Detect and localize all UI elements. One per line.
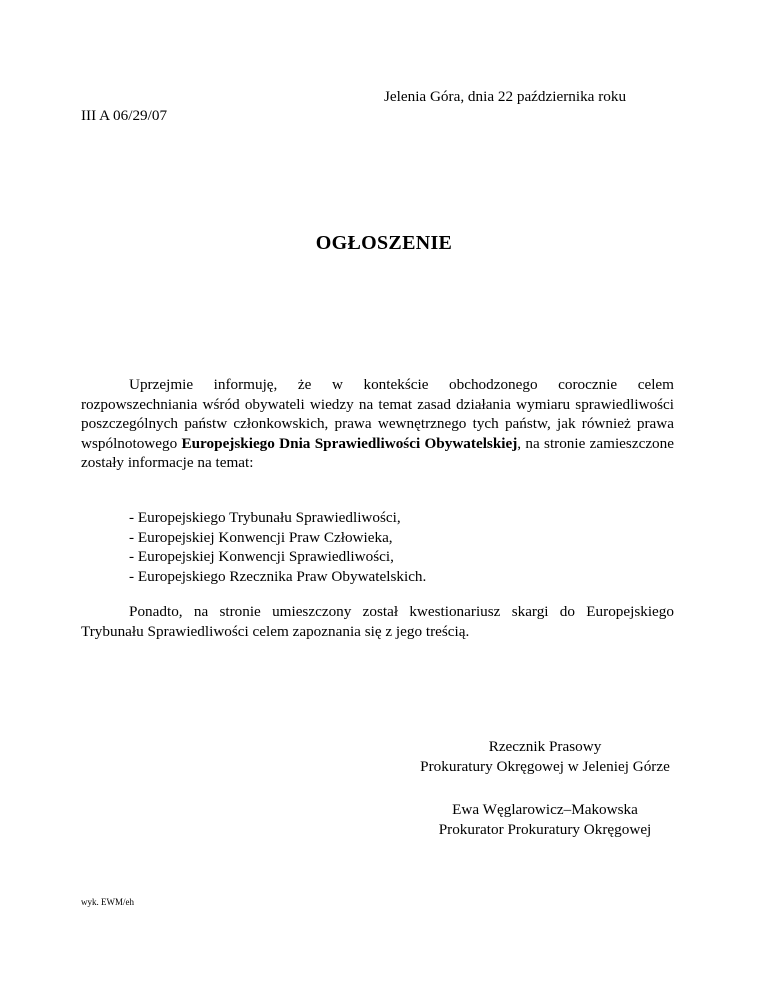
list-item: - Europejskiej Konwencji Sprawiedliwości, [129,548,394,565]
signature-role-block [380,737,710,776]
closing-paragraph-text: Ponadto, na stronie umieszczony został kwestionariusz skargi do Europejskiego Trybunału Sprawiedliwości celem zapoznania się z jego treścią. [81,603,674,640]
list-item: - Europejskiej Konwencji Praw Człowieka, [129,528,393,546]
list-item: - Europejskiego Rzecznika Praw Obywatelskich. [129,567,427,585]
document-date: Jelenia Góra, dnia 22 października roku [384,88,627,105]
signature-position: Prokurator Prokuratury Okręgowej [438,820,652,838]
intro-paragraph [81,375,674,473]
signature-name-block [380,800,710,839]
intro-text-before: Uprzejmie informuję, że w kontekście obchodzonego corocznie celem rozpowszechniania wśród obywateli wiedzy na temat zasad działania wymiaru sprawiedliwości poszczególnych państw członkowskich, prawa wewnętrznego tych państw, jak również prawa wspólnotowego [81,376,674,452]
signature-role-line1: Rzecznik Prasowy [488,738,602,755]
intro-bold-event-name: Europejskiego Dnia Sprawiedliwości Obywatelskiej [181,434,518,452]
topics-list [129,508,426,586]
document-title: OGŁOSZENIE [315,232,453,254]
signature-name: Ewa Węglarowicz–Makowska [452,801,638,818]
reference-number: III A 06/29/07 [81,107,168,124]
footer-note: wyk. EWM/eh [81,897,134,907]
intro-text-after: , na stronie zamieszczone zostały informacje na temat: [81,434,674,471]
list-item: - Europejskiego Trybunału Sprawiedliwości, [129,509,401,526]
signature-role-line2: Prokuratury Okręgowej w Jeleniej Górze [420,757,670,775]
closing-paragraph [81,602,674,641]
